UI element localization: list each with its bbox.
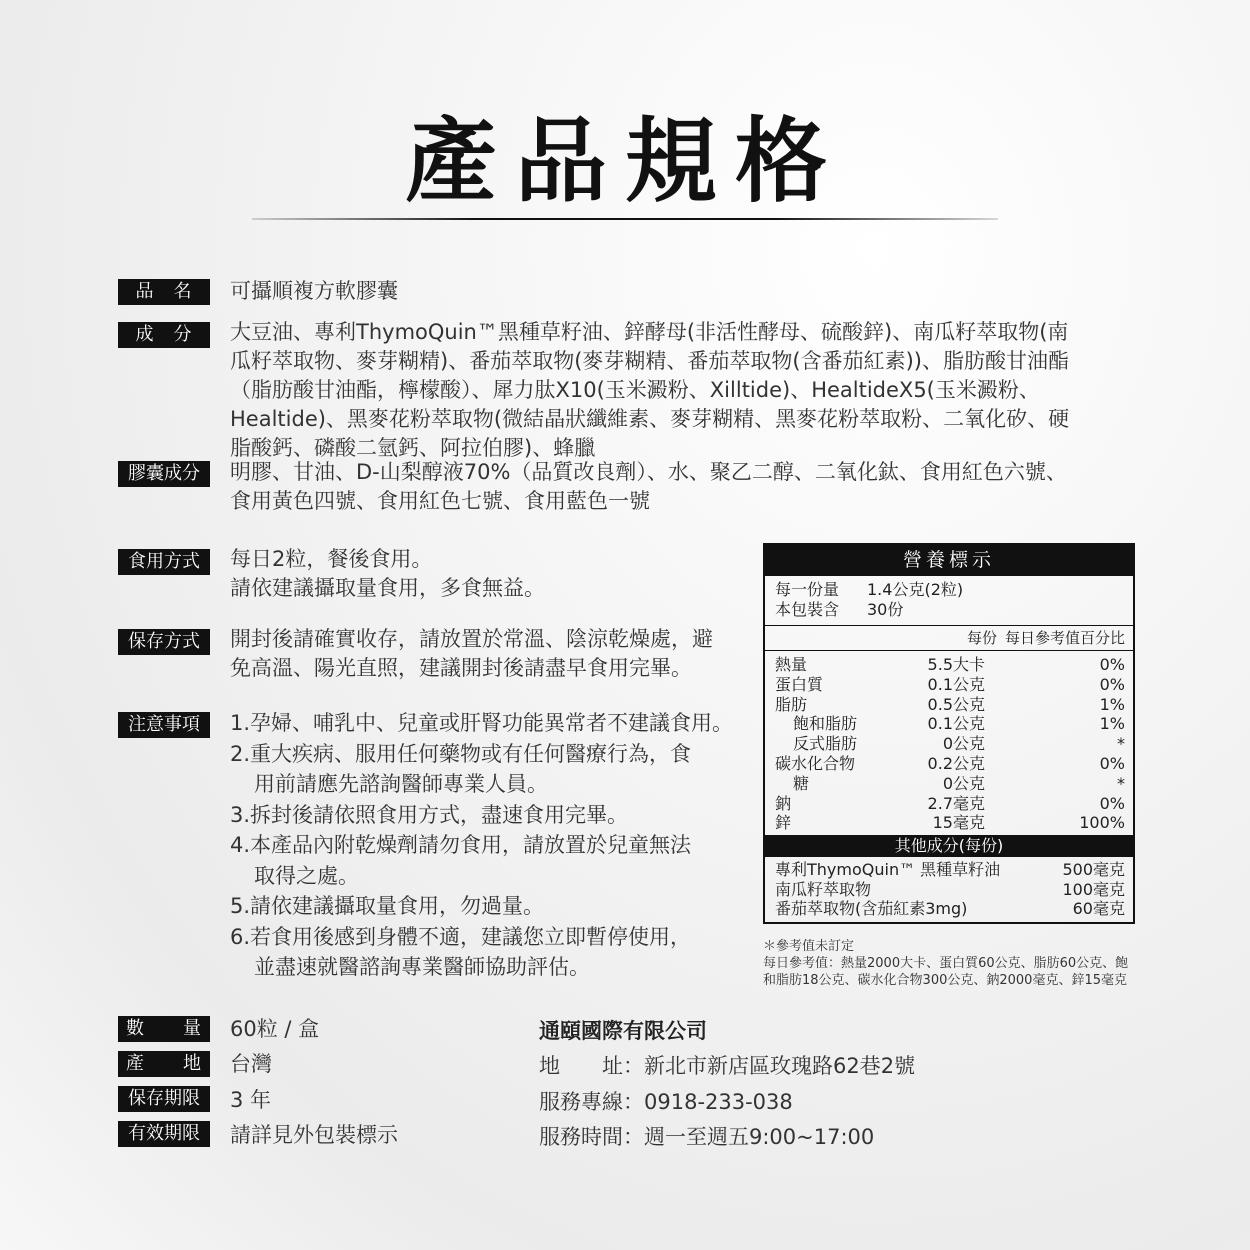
nutrient-amount: 0.1公克 [927, 674, 985, 694]
capsule-text [230, 458, 1140, 516]
shelf-life-value: 3 年 [230, 1088, 272, 1112]
capsule-line: 食用黃色四號、食用紅色七號、食用藍色一號 [230, 489, 650, 513]
nutrient-amount: 2.7毫克 [927, 793, 985, 813]
nutrient-name: 鈉 [775, 793, 792, 813]
nutrition-row [775, 714, 1125, 734]
other-ingredient-name: 番茄萃取物(含茄紅素3mg) [775, 899, 968, 919]
nutrient-amount: 0.2公克 [927, 753, 985, 773]
label-quantity: 數 量 [118, 1016, 210, 1042]
label-ingredients: 成 分 [118, 322, 210, 348]
note-item: 6.若食用後感到身體不適，建議您立即暫停使用， [230, 924, 692, 949]
company-phone: 服務專線：0918-233-038 [539, 1090, 793, 1114]
note-item: 5.請依建議攝取量食用，勿過量。 [230, 894, 545, 918]
nutrition-title: 營養標示 [765, 545, 1133, 576]
other-ingredient-name: 南瓜籽萃取物 [775, 879, 872, 899]
title-divider [252, 218, 998, 220]
nutrient-daily-value: 0% [1099, 793, 1125, 813]
other-ingredient-amount: 100毫克 [1062, 879, 1125, 899]
other-ingredient-row [775, 860, 1125, 880]
nutrition-row [775, 695, 1125, 715]
company-hours: 服務時間：週一至週五9:00~17:00 [539, 1125, 875, 1149]
ingredients-line: （脂肪酸甘油酯，檸檬酸）、犀力肽X10(玉米澱粉、Xilltide)、HealtideX5(玉米澱粉、 [230, 378, 1040, 402]
ingredients-line: 大豆油、專利ThymoQuin™黑種草籽油、鋅酵母(非活性酵母、硫酸鋅)、南瓜籽萃取物(南 [230, 320, 1069, 344]
other-ingredient-amount: 60毫克 [1072, 899, 1125, 919]
nutrient-daily-value: * [1117, 773, 1125, 793]
other-ingredients-title: 其他成分(每份) [765, 835, 1133, 857]
origin-value: 台灣 [230, 1052, 272, 1076]
nutrient-daily-value: 0% [1099, 674, 1125, 694]
page-title: 產品規格 [404, 108, 845, 215]
nutrition-row [775, 754, 1125, 774]
nutrient-daily-value: 0% [1099, 655, 1125, 674]
nutrient-name: 鋅 [775, 813, 792, 833]
note-item: 取得之處。 [254, 863, 359, 888]
other-ingredient-row [775, 880, 1125, 900]
label-storage: 保存方式 [118, 629, 210, 655]
label-expiry: 有效期限 [118, 1121, 210, 1147]
serving-info: 每一份量 1.4公克(2粒) 本包裝含 30份 [765, 576, 1133, 626]
nutrition-footnote: ＊參考值未訂定 每日參考值：熱量2000大卡、蛋白質60公克、脂肪60公克、飽 和脂肪18公克、碳水化合物300公克、鈉2000毫克、鋅15毫克 [763, 939, 1129, 988]
nutrient-name: 飽和脂肪 [793, 714, 858, 734]
nutrient-amount: 0.1公克 [927, 714, 985, 734]
nutrient-daily-value: 0% [1099, 753, 1125, 773]
other-ingredient-amount: 500毫克 [1062, 860, 1125, 880]
usage-text: 每日2粒，餐後食用。 請依建議攝取量食用，多食無益。 [230, 547, 545, 600]
nutrient-daily-value: 1% [1099, 714, 1125, 734]
note-item: 2.重大疾病、服用任何藥物或有任何醫療行為，食 [230, 741, 692, 766]
ingredients-line: 脂酸鈣、磷酸二氫鈣、阿拉伯膠)、蜂臘 [230, 436, 596, 460]
nutrient-amount: 0.5公克 [927, 694, 985, 714]
label-usage: 食用方式 [118, 549, 210, 575]
company-name: 通頤國際有限公司 [539, 1019, 707, 1043]
nutrient-amount: 0公克 [942, 773, 985, 793]
expiry-value: 請詳見外包裝標示 [230, 1123, 398, 1147]
nutrition-column-headers: 每份 每日參考值百分比 [765, 626, 1133, 651]
label-notes: 注意事項 [118, 712, 210, 738]
ingredients-line: 瓜籽萃取物、麥芽糊精)、番茄萃取物(麥芽糊精、番茄萃取物(含番茄紅素))、脂肪酸甘油酯 [230, 349, 1069, 373]
label-capsule: 膠囊成分 [118, 461, 210, 487]
other-ingredient-row [775, 899, 1125, 919]
capsule-line: 明膠、甘油、D-山梨醇液70%（品質改良劑）、水、聚乙二醇、二氧化鈦、食用紅色六號、 [230, 460, 1067, 484]
notes-list [230, 708, 733, 983]
nutrient-amount: 0公克 [942, 734, 985, 754]
company-address: 地 址：新北市新店區玫瑰路62巷2號 [539, 1054, 916, 1078]
nutrient-name: 糖 [793, 773, 810, 793]
nutrition-row [775, 794, 1125, 814]
nutrient-daily-value: 1% [1099, 694, 1125, 714]
ingredients-text [230, 318, 1140, 463]
nutrient-daily-value: 100% [1079, 813, 1125, 833]
nutrition-row [775, 734, 1125, 754]
note-item: 4.本產品內附乾燥劑請勿食用，請放置於兒童無法 [230, 833, 692, 857]
other-ingredients-rows [765, 857, 1133, 922]
nutrition-facts-panel [763, 543, 1135, 924]
note-item: 用前請應先諮詢醫師專業人員。 [254, 772, 548, 796]
nutrient-amount: 15毫克 [932, 813, 985, 833]
storage-text: 開封後請確實收存，請放置於常溫、陰涼乾燥處，避 免高溫、陽光直照，建議開封後請盡早食用完畢。 [230, 627, 713, 680]
note-item: 並盡速就醫諮詢專業醫師協助評估。 [254, 955, 590, 979]
label-origin: 產 地 [118, 1051, 210, 1077]
quantity-value: 60粒 / 盒 [230, 1017, 320, 1041]
nutrition-row [775, 655, 1125, 675]
nutrition-rows [765, 651, 1133, 835]
nutrient-name: 熱量 [775, 655, 808, 674]
product-name-value: 可攝順複方軟膠囊 [230, 279, 398, 303]
nutrition-row [775, 813, 1125, 833]
note-item: 3.拆封後請依照食用方式，盡速食用完畢。 [230, 802, 629, 827]
label-shelf-life: 保存期限 [118, 1086, 210, 1112]
nutrient-name: 反式脂肪 [793, 734, 858, 754]
nutrient-name: 蛋白質 [775, 674, 824, 694]
nutrition-row [775, 774, 1125, 794]
other-ingredient-name: 專利ThymoQuin™ 黑種草籽油 [775, 860, 1001, 880]
ingredients-line: Healtide)、黑麥花粉萃取物(微結晶狀纖維素、麥芽糊精、黑麥花粉萃取粉、二氧化矽、硬 [230, 407, 1070, 431]
nutrient-name: 碳水化合物 [775, 753, 856, 773]
nutrient-name: 脂肪 [775, 694, 808, 714]
nutrition-row [775, 675, 1125, 695]
nutrient-amount: 5.5大卡 [927, 655, 985, 674]
label-product-name: 品 名 [118, 279, 210, 305]
nutrient-daily-value: * [1117, 734, 1125, 754]
note-item: 1.孕婦、哺乳中、兒童或肝腎功能異常者不建議食用。 [230, 711, 734, 735]
